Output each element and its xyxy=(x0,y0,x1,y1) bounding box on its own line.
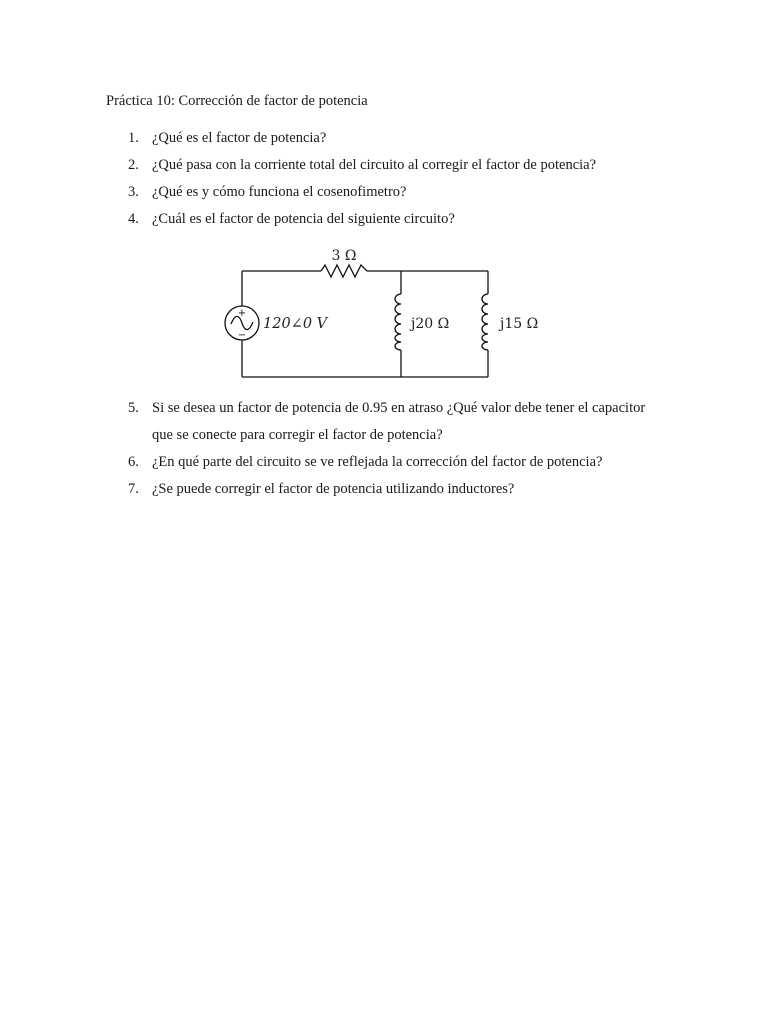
resistor xyxy=(321,265,367,277)
question-number: 7. xyxy=(128,481,139,497)
question-text: ¿Qué es el factor de potencia? xyxy=(152,130,327,146)
question-number: 3. xyxy=(128,184,139,200)
source-minus-sign: − xyxy=(237,330,247,341)
question-number: 2. xyxy=(128,157,139,173)
question-5 xyxy=(128,399,645,417)
question-number: 5. xyxy=(128,400,139,416)
resistor-label: 3 Ω xyxy=(331,248,357,264)
question-number: 1. xyxy=(128,130,139,146)
page-title: Práctica 10: Corrección de factor de potencia xyxy=(106,93,368,109)
question-number: 6. xyxy=(128,454,139,470)
inductor-1 xyxy=(395,294,401,350)
source-plus-sign: + xyxy=(237,308,247,319)
question-5-continuation: que se conecte para corregir el factor de potencia? xyxy=(152,427,443,443)
inductor-2-label: j15 Ω xyxy=(500,316,539,332)
question-6 xyxy=(128,453,602,471)
question-text: ¿Cuál es el factor de potencia del siguiente circuito? xyxy=(152,211,455,227)
question-text: ¿En qué parte del circuito se ve reflejada la corrección del factor de potencia? xyxy=(152,454,603,470)
question-text: ¿Se puede corregir el factor de potencia utilizando inductores? xyxy=(152,481,515,497)
question-number: 4. xyxy=(128,211,139,227)
question-text: ¿Qué es y cómo funciona el cosenofimetro? xyxy=(152,184,407,200)
source-label: 120∠0 V xyxy=(263,316,328,332)
inductor-1-label: j20 Ω xyxy=(411,316,450,332)
question-text: Si se desea un factor de potencia de 0.95 en atraso ¿Qué valor debe tener el capacitor xyxy=(152,400,646,416)
inductor-2 xyxy=(482,294,488,350)
question-7 xyxy=(128,480,514,498)
question-text: ¿Qué pasa con la corriente total del circuito al corregir el factor de potencia? xyxy=(152,157,597,173)
